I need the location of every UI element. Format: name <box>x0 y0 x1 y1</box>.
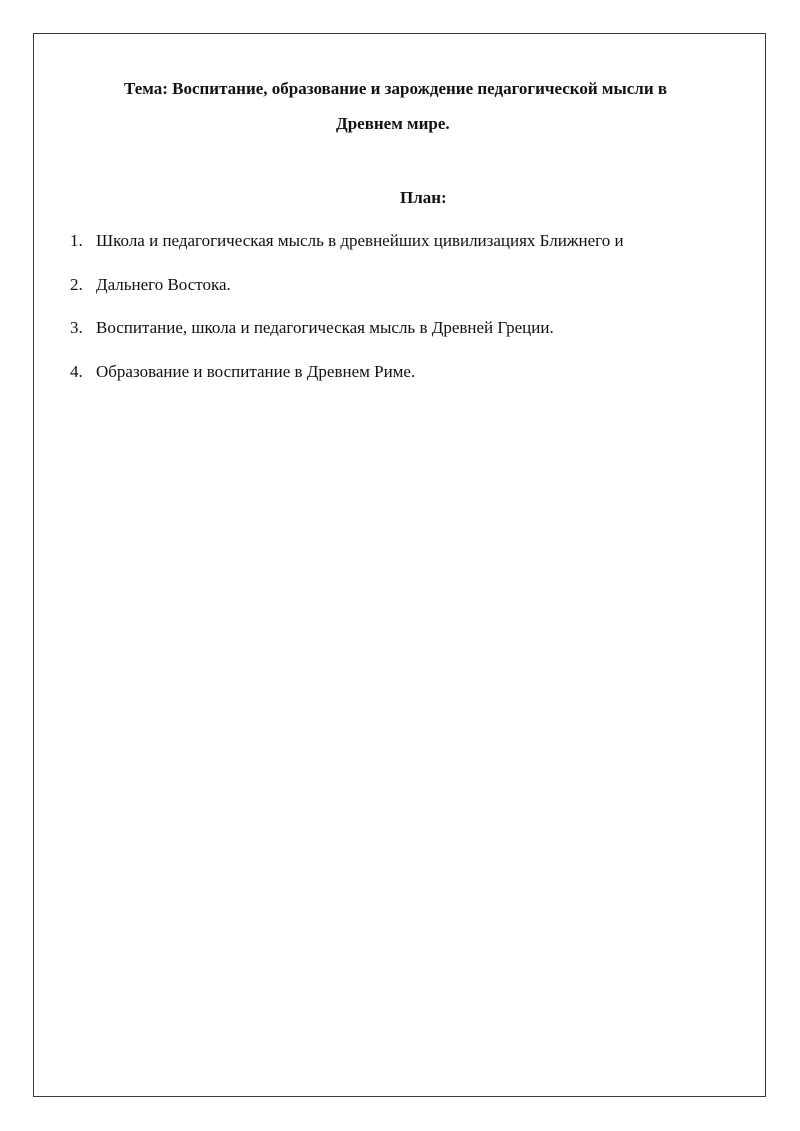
list-item-number: 4. <box>70 361 83 381</box>
plan-list <box>70 230 624 404</box>
list-item <box>70 230 624 274</box>
list-item-text: Воспитание, школа и педагогическая мысль в Древней Греции. <box>96 318 554 337</box>
list-item-text: Образование и воспитание в Древнем Риме. <box>96 361 416 381</box>
list-item-number: 3. <box>70 318 83 337</box>
document-title-line-1: Тема: Воспитание, образование и зарождение педагогической мысли в <box>124 79 668 98</box>
list-item <box>70 361 624 405</box>
list-item <box>70 274 624 318</box>
list-item <box>70 317 624 361</box>
list-item-number: 2. <box>70 274 83 294</box>
list-item-text: Дальнего Востока. <box>96 274 231 294</box>
plan-heading: План: <box>400 188 447 207</box>
document-title-line-2: Древнем мире. <box>336 114 450 133</box>
list-item-text: Школа и педагогическая мысль в древнейших цивилизациях Ближнего и <box>96 231 624 250</box>
list-item-number: 1. <box>70 231 83 250</box>
